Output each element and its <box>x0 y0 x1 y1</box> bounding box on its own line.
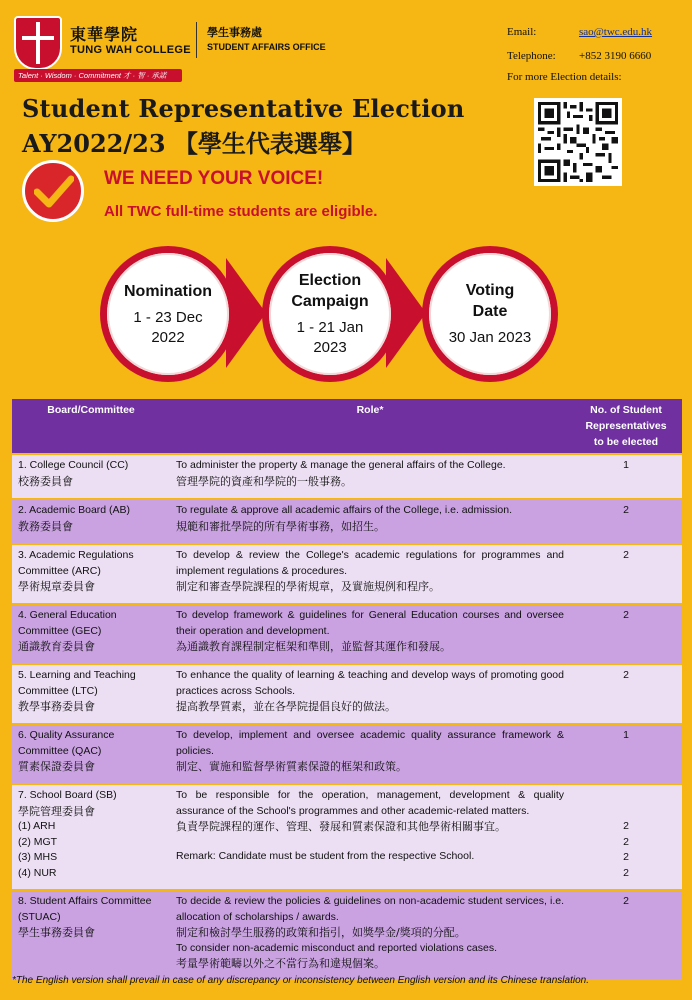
table-row-school-board <box>12 784 682 890</box>
school-sub-item: (1) ARH <box>18 820 56 832</box>
table-row <box>12 544 682 604</box>
office-name-en: STUDENT AFFAIRS OFFICE <box>207 42 326 52</box>
seat-count: 2 <box>623 851 629 863</box>
stage-campaign <box>262 246 398 382</box>
role-en: To administer the property & manage the general affairs of the College. <box>176 459 506 471</box>
role-cn: 管理學院的資產和學院的一般事務。 <box>176 474 352 488</box>
email-label: Email: <box>507 26 537 38</box>
role-en: To develop framework & guidelines for General Education courses and oversee their operation and development. <box>176 609 564 637</box>
stage-nomination <box>100 246 236 382</box>
board-name-en: 3. Academic Regulations Committee (ARC) <box>18 549 134 577</box>
eligibility-text: All TWC full-time students are eligible. <box>104 203 378 220</box>
header-role: Role* <box>170 399 570 454</box>
seat-count: 2 <box>570 664 682 724</box>
role-en: To enhance the quality of learning & teaching and develop ways of promoting good practices across Schools. <box>176 669 564 697</box>
table-row <box>12 664 682 724</box>
board-name-en: 7. School Board (SB) <box>18 789 117 801</box>
college-crest-icon <box>14 16 62 70</box>
board-name-cn: 質素保證委員會 <box>18 760 95 773</box>
footer-disclaimer: *The English version shall prevail in case of any discrepancy or inconsistency between English version and its Chinese translation. <box>12 975 589 986</box>
role-en: To consider non-academic misconduct and reported violations cases. <box>176 941 498 954</box>
board-name-cn: 學術規章委員會 <box>18 580 95 593</box>
stage-voting <box>422 246 558 382</box>
board-name-en: 4. General Education Committee (GEC) <box>18 609 117 637</box>
table-row <box>12 724 682 784</box>
role-cn: 規範和審批學院的所有學術事務，如招生。 <box>176 519 385 533</box>
role-en: To develop, implement and oversee academic quality assurance framework & policies. <box>176 729 564 757</box>
seat-count: 2 <box>570 604 682 664</box>
stage-date: 1 - 21 Jan 2023 <box>296 319 364 356</box>
role-en: To be responsible for the operation, management, development & quality assurance of the School's programmes and other academic-related matters. <box>176 789 564 817</box>
seat-count: 2 <box>570 544 682 604</box>
more-details: For more Election details: <box>507 71 622 83</box>
contact-info <box>507 20 652 86</box>
table-row <box>12 604 682 664</box>
table-row <box>12 890 682 980</box>
school-sub-item: (2) MGT <box>18 835 58 848</box>
seat-count: 2 <box>570 499 682 544</box>
role-cn: 為通識教育課程制定框架和準則，並監督其運作和發展。 <box>176 640 451 653</box>
role-cn: 制定和檢討學生服務的政策和指引，如獎學金/獎項的分配。 <box>176 926 466 939</box>
board-name-en: 8. Student Affairs Committee (STUAC) <box>18 895 152 923</box>
stage-name: Election Campaign <box>291 272 369 310</box>
header-board: Board/Committee <box>12 399 170 454</box>
college-motto: Talent · Wisdom · Commitment 才 · 智 · 承諾 <box>14 69 182 82</box>
seat-count: 1 <box>570 454 682 499</box>
school-sub-item: (3) MHS <box>18 851 58 863</box>
election-timeline <box>100 236 580 386</box>
college-name-en: TUNG WAH COLLEGE <box>70 44 191 56</box>
role-cn: 提高教學質素，並在各學院提倡良好的做法。 <box>176 700 396 713</box>
page-title-line1: Student Representative Election <box>22 94 465 123</box>
office-name-cn: 學生事務處 <box>207 26 262 39</box>
college-logo <box>14 14 214 84</box>
seat-count: 2 <box>623 835 629 848</box>
page-title-line2: AY2022/23 【學生代表選舉】 <box>22 129 366 158</box>
role-en: To develop & review the College's academic regulations for programmes and implement regulations & procedures. <box>176 549 564 577</box>
board-name-en: 2. Academic Board (AB) <box>18 504 131 516</box>
table-row <box>12 499 682 544</box>
board-name-cn: 通識教育委員會 <box>18 640 95 653</box>
email-link[interactable]: sao@twc.edu.hk <box>579 26 653 38</box>
voice-heading: WE NEED YOUR VOICE! <box>104 168 324 189</box>
school-sub-item: (4) NUR <box>18 866 57 879</box>
role-cn: 負責學院課程的運作、管理、發展和質素保證和其他學術相關事宜。 <box>176 820 506 833</box>
board-name-en: 5. Learning and Teaching Committee (LTC) <box>18 669 136 697</box>
header-number: No. of Student Representatives to be elected <box>570 399 682 454</box>
role-en: To decide & review the policies & guidelines on non-academic student services, i.e. allocation of scholarships / awards. <box>176 895 564 923</box>
stage-date: 30 Jan 2023 <box>448 329 532 346</box>
committee-table <box>12 399 682 981</box>
stage-name: Nomination <box>124 282 212 300</box>
checkmark-icon <box>22 160 84 222</box>
board-name-cn: 學生事務委員會 <box>18 926 95 939</box>
board-name-cn: 校務委員會 <box>18 474 73 488</box>
role-cn: 制定、實施和監督學術質素保證的框架和政策。 <box>176 760 407 773</box>
board-name-en: 6. Quality Assurance Committee (QAC) <box>18 729 115 757</box>
stage-date: 1 - 23 Dec 2022 <box>133 308 203 346</box>
board-name-cn: 教務委員會 <box>18 519 73 533</box>
school-board-remark: Remark: Candidate must be student from the respective School. <box>176 849 475 862</box>
college-name-cn: 東華學院 <box>70 25 139 44</box>
seat-count: 2 <box>570 890 682 980</box>
phone-number: +852 3190 6660 <box>579 50 652 62</box>
board-name-cn: 教學事務委員會 <box>18 700 95 713</box>
seat-count: 2 <box>623 820 629 832</box>
phone-label: Telephone: <box>507 50 556 62</box>
table-row <box>12 454 682 499</box>
role-cn: 制定和審查學院課程的學術規章，及實施規例和程序。 <box>176 580 440 593</box>
qr-code-icon[interactable] <box>534 98 622 186</box>
stage-name: Voting Date <box>465 282 515 320</box>
seat-count: 2 <box>623 866 629 879</box>
table-header-row <box>12 399 682 454</box>
header-divider <box>196 22 197 58</box>
board-name-en: 1. College Council (CC) <box>18 459 129 471</box>
board-name-cn: 學院管理委員會 <box>18 804 95 818</box>
seat-count: 1 <box>570 724 682 784</box>
role-cn: 考量學術範疇以外之不當行為和違規個案。 <box>176 957 385 970</box>
role-en: To regulate & approve all academic affairs of the College, i.e. admission. <box>176 504 512 516</box>
